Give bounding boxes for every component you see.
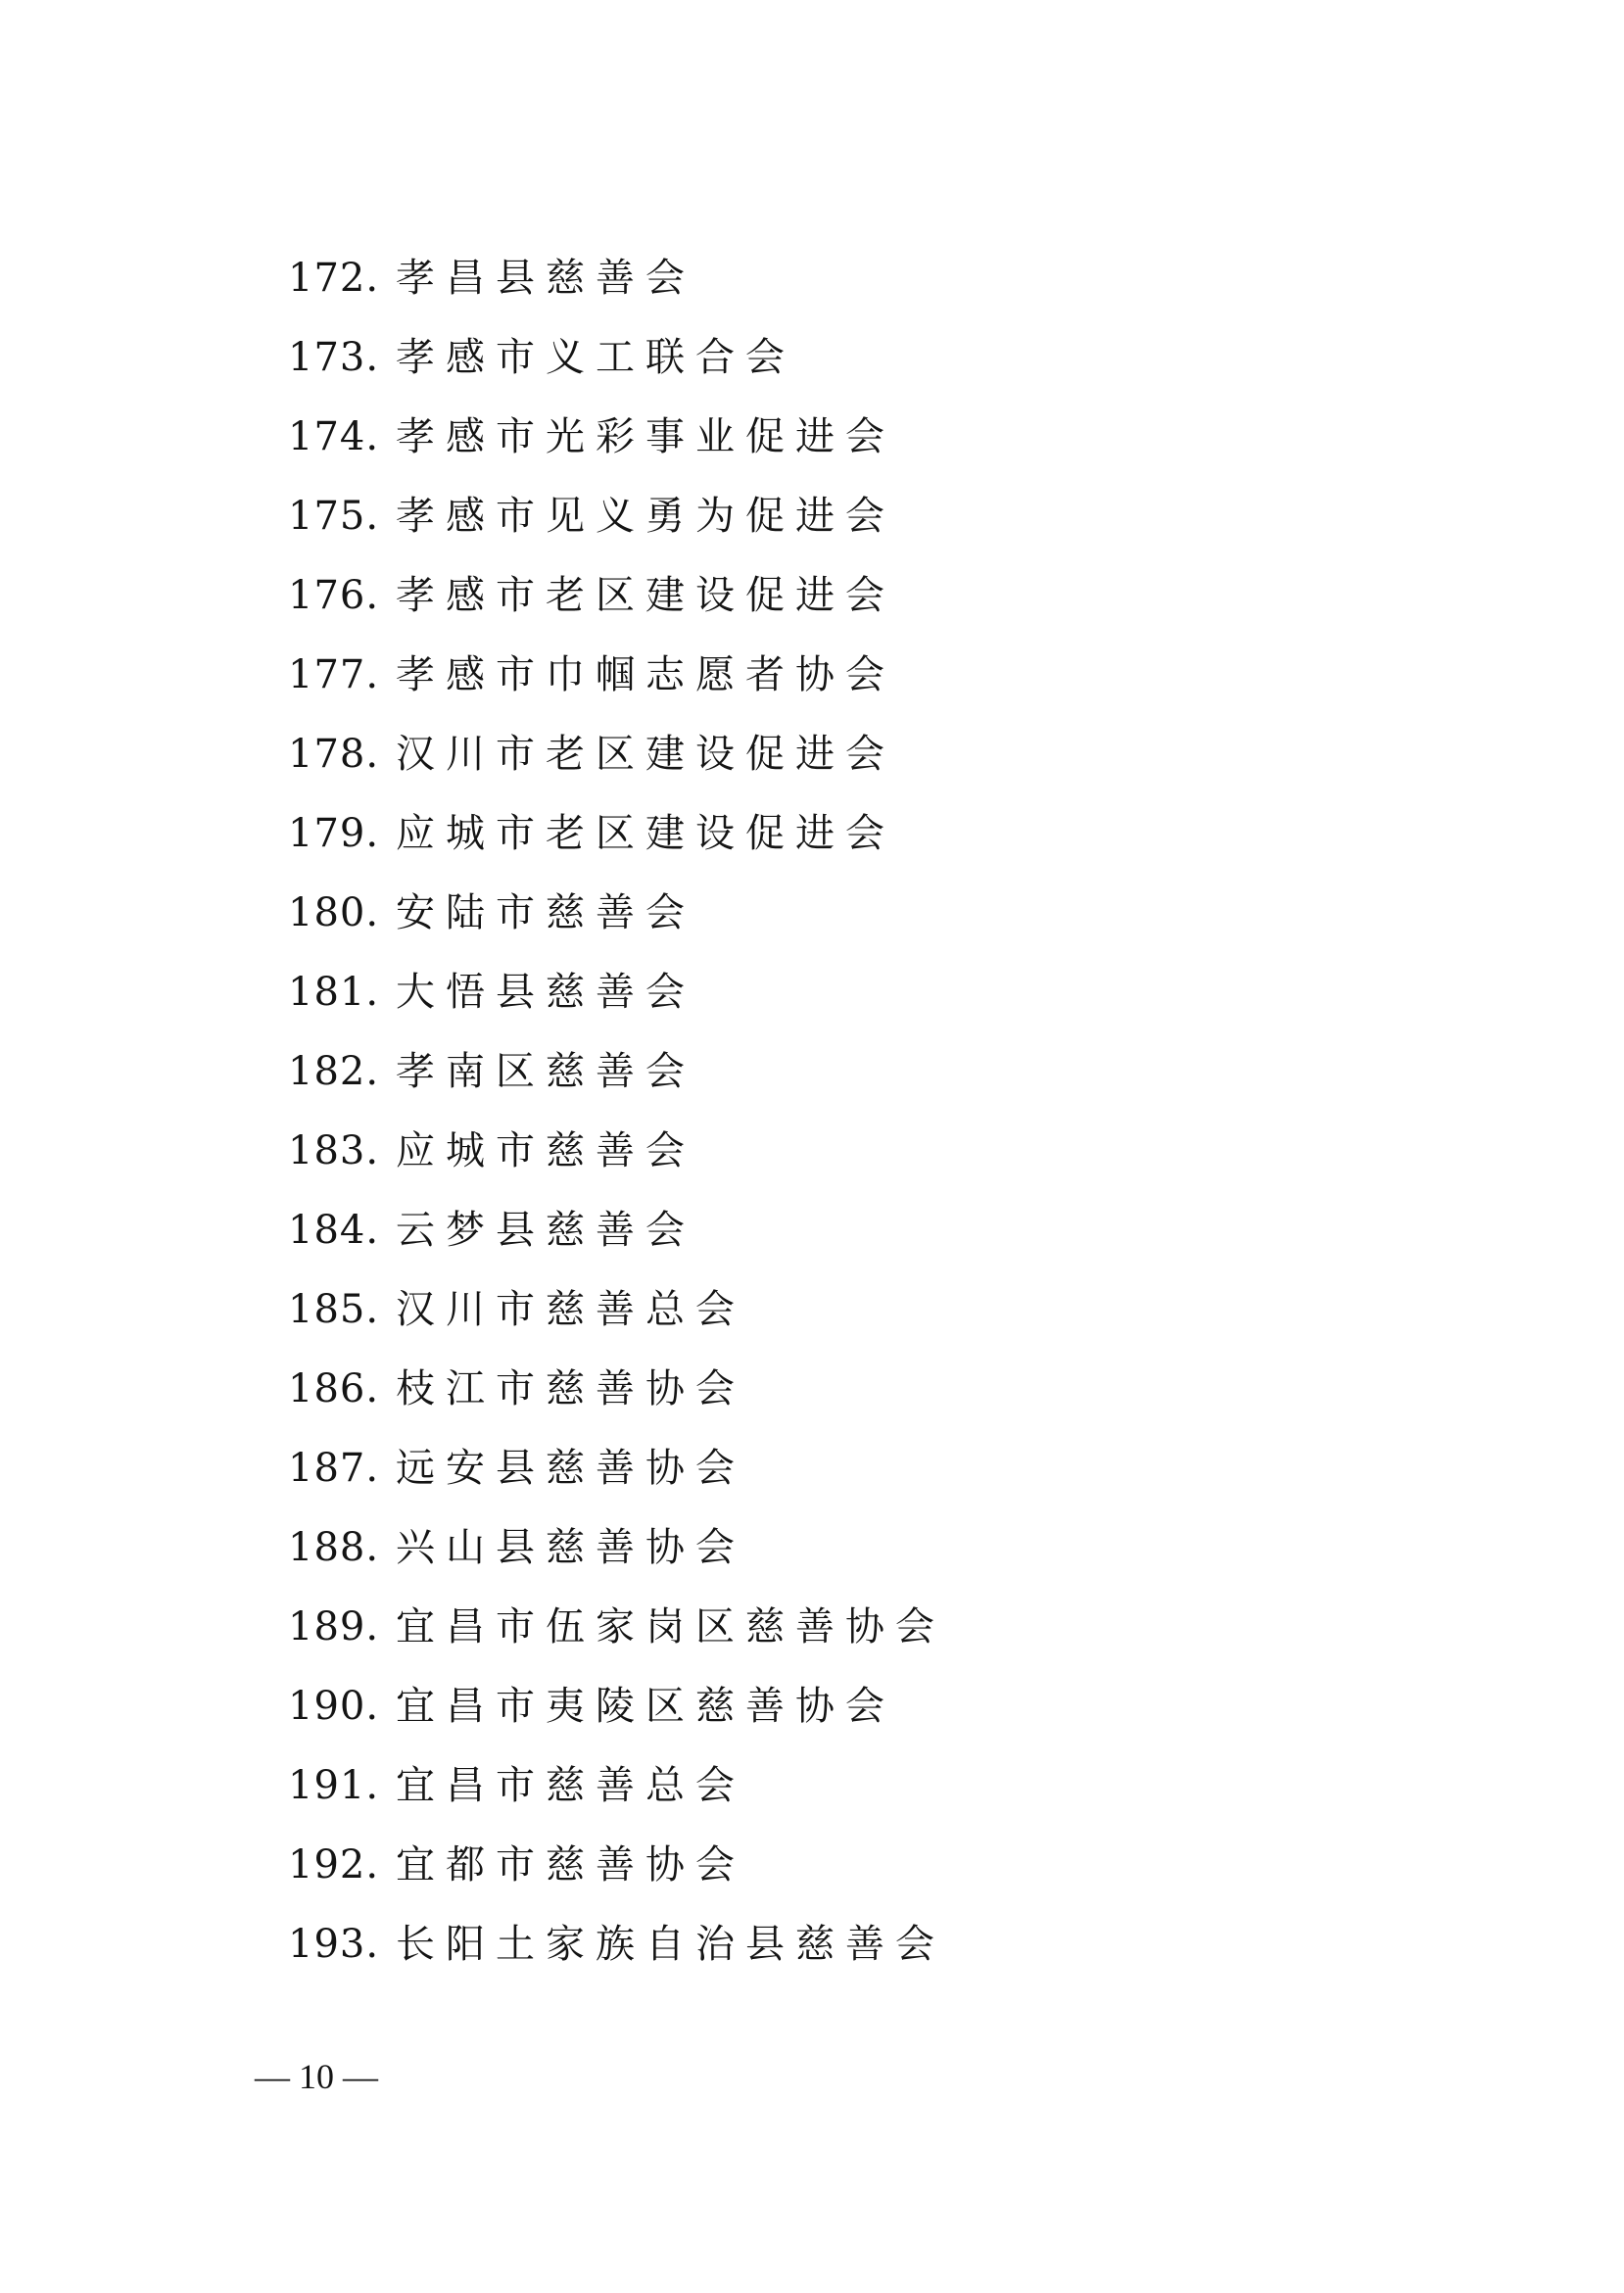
organization-name: 云梦县慈善会 [396, 1208, 695, 1253]
list-item [0, 1508, 1624, 1588]
organization-name: 宜昌市慈善总会 [396, 1763, 745, 1808]
list-item [0, 1588, 1624, 1667]
list-item [0, 398, 1624, 477]
list-item [0, 874, 1624, 953]
item-number: 176. [288, 573, 380, 618]
item-number: 187. [288, 1446, 380, 1491]
list-item [0, 1746, 1624, 1826]
list-item [0, 1826, 1624, 1905]
organization-name: 长阳土家族自治县慈善会 [396, 1922, 945, 1967]
list-item [0, 556, 1624, 636]
item-number: 179. [288, 811, 380, 856]
organization-name: 孝昌县慈善会 [396, 256, 695, 301]
list-item [0, 1667, 1624, 1746]
item-number: 191. [288, 1763, 380, 1808]
organization-name: 宜昌市夷陵区慈善协会 [396, 1684, 895, 1729]
item-number: 172. [288, 256, 380, 301]
organization-name: 应城市老区建设促进会 [396, 811, 895, 856]
list-item [0, 1350, 1624, 1429]
list-item [0, 636, 1624, 715]
item-number: 182. [288, 1049, 380, 1094]
item-number: 189. [288, 1604, 380, 1649]
list-item [0, 1429, 1624, 1508]
item-number: 173. [288, 335, 380, 380]
item-number: 192. [288, 1842, 380, 1887]
list-item [0, 1191, 1624, 1270]
item-number: 177. [288, 652, 380, 697]
item-number: 190. [288, 1684, 380, 1729]
organization-name: 兴山县慈善协会 [396, 1525, 745, 1570]
list-item [0, 1905, 1624, 1984]
item-number: 178. [288, 732, 380, 777]
organization-name: 孝感市光彩事业促进会 [396, 414, 895, 459]
item-number: 181. [288, 970, 380, 1015]
item-number: 193. [288, 1922, 380, 1967]
organization-name: 宜昌市伍家岗区慈善协会 [396, 1604, 945, 1649]
item-number: 185. [288, 1287, 380, 1332]
organization-name: 孝感市义工联合会 [396, 335, 795, 380]
list-item [0, 1112, 1624, 1191]
organization-name: 远安县慈善协会 [396, 1446, 745, 1491]
list-item [0, 715, 1624, 794]
organization-name: 安陆市慈善会 [396, 890, 695, 935]
item-number: 174. [288, 414, 380, 459]
item-number: 183. [288, 1128, 380, 1173]
item-number: 188. [288, 1525, 380, 1570]
list-item [0, 794, 1624, 874]
list-item [0, 1270, 1624, 1350]
organization-name: 大悟县慈善会 [396, 970, 695, 1015]
organization-name: 枝江市慈善协会 [396, 1366, 745, 1411]
item-number: 184. [288, 1208, 380, 1253]
organization-name: 应城市慈善会 [396, 1128, 695, 1173]
organization-name: 汉川市老区建设促进会 [396, 732, 895, 777]
list-item [0, 477, 1624, 556]
organization-list [0, 239, 1624, 1984]
page-number: — 10 — [255, 2057, 378, 2096]
item-number: 175. [288, 494, 380, 539]
organization-name: 孝感市见义勇为促进会 [396, 494, 895, 539]
organization-name: 孝南区慈善会 [396, 1049, 695, 1094]
item-number: 180. [288, 890, 380, 935]
organization-name: 孝感市巾帼志愿者协会 [396, 652, 895, 697]
organization-name: 孝感市老区建设促进会 [396, 573, 895, 618]
list-item [0, 318, 1624, 398]
organization-name: 宜都市慈善协会 [396, 1842, 745, 1887]
list-item [0, 239, 1624, 318]
list-item [0, 953, 1624, 1032]
list-item [0, 1032, 1624, 1112]
item-number: 186. [288, 1366, 380, 1411]
organization-name: 汉川市慈善总会 [396, 1287, 745, 1332]
